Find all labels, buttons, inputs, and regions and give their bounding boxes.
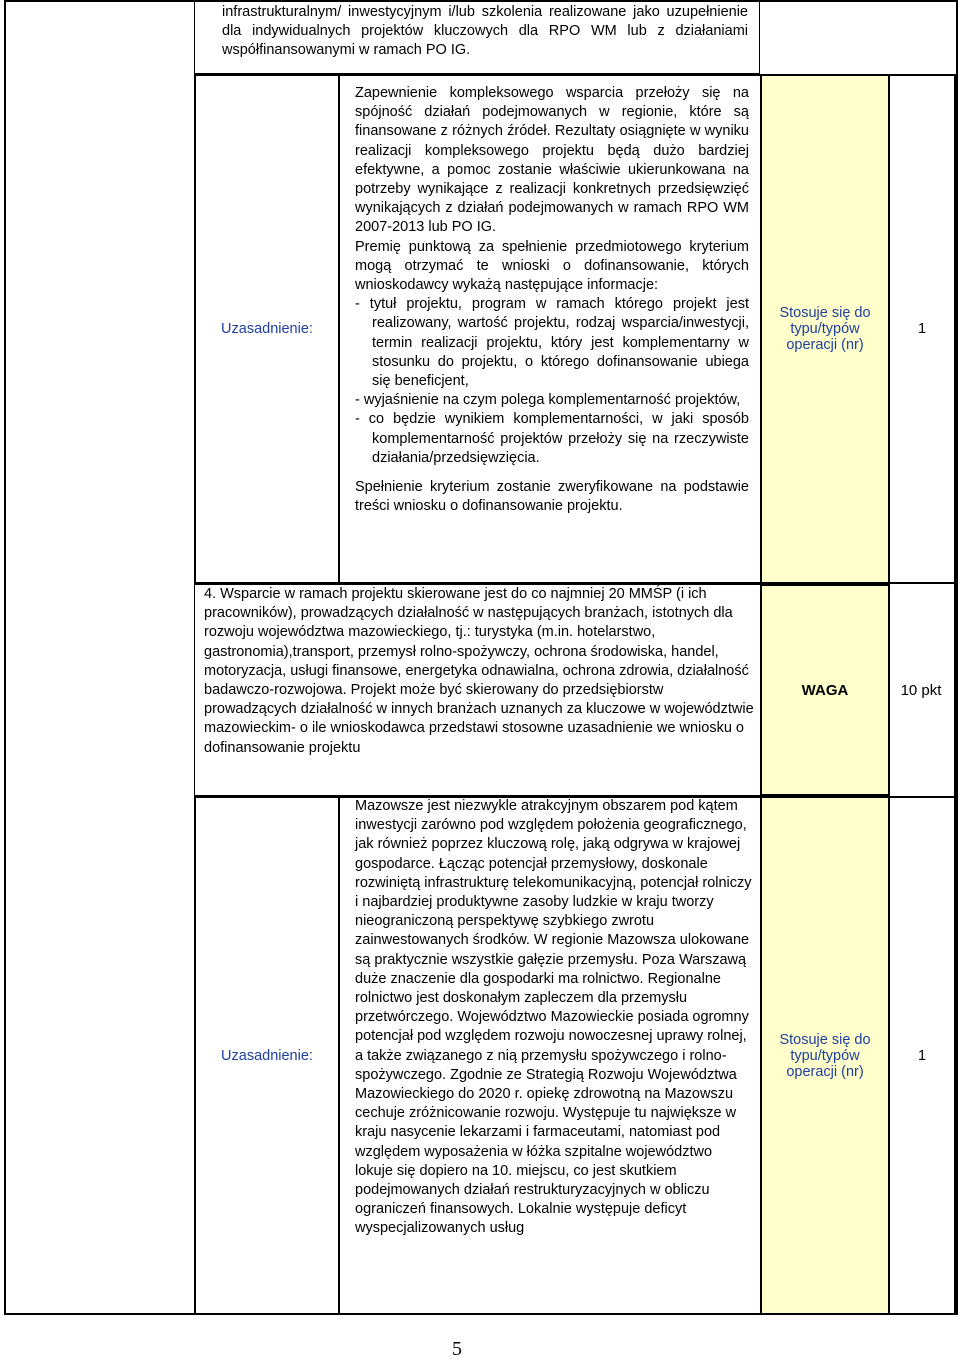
top-text: infrastrukturalnym/ inwestycyjnym i/lub szkolenia realizowane jako uzupełnienie dla indywidualnych projektów kluczowych dla RPO WM lub z działaniami współfinansowanymi w ramach PO IG. [222,4,748,59]
section2-number: 1 [917,1047,927,1064]
criterion4-text: 4. Wsparcie w ramach projektu skierowane jest do co najmniej 20 MMŚP (i ich pracowników), prowadzących działalność w następujących branżach, istotnych dla rozwoju województwa mazowieckiego, tj.: turystyka (m.in. hotelarstwo, gastronomia),transport, przemysł rolno-spożywczy, ochrona środowiska, handel, motoryzacja, usługi finansowe, energetyka odnawialna, ochrona zdrowia, działalność badawczo-rozwojowa. Projekt może być skierowany do przedsiębiorstw prowadzących działalność w innych branżach uznanych za kluczowe w województwie mazowieckim- o ile wnioskodawca przedstawi stosowne uzasadnienie we wniosku o dofinansowanie projektu [204,586,754,756]
section1-bullet-1: - tytuł projektu, program w ramach którego projekt jest realizowany, wartość projektu, rodzaj wsparcia/inwestycji, termin realizacji projektu, który jest komplementarny w stosunku do projektu, o którego dofinansowanie ubiega się beneficjent, [355,296,749,390]
section2-label-cell [194,796,340,1315]
section2-label: Uzasadnienie: [221,1047,313,1064]
points-value: 10 pkt [900,681,942,699]
section2-body: Mazowsze jest niezwykle atrakcyjnym obszarem pod kątem inwestycji zarówno pod względem położenia geograficznego, jak również poprzez kluczową rolę, jaką odgrywa w krajowej gospodarce. Łącząc potencjał przemysłowy, doskonale rozwiniętą infrastrukturę telekomunikacyjną, potencjał rolniczy i najbardziej produktywne zasoby ludzkie w kraju tworzy nieograniczoną perspektywę szybkiego zwrotu zainwestowanych środków. W regionie Mazowsza ulokowane są praktycznie wszystkie gałęzie przemysłu. Poza Warszawą duże znaczenie dla gospodarki ma rolnictwo. Regionalne rolnictwo jest doskonałym zapleczem dla przemysłu przetwórczego. Województwo Mazowieckie posiada ogromny potencjał pod względem rozwoju nowoczesnej uprawy rolnej, a także związanego z nią przemysłu spożywczego i rolno-spożywczego. Zgodnie ze Strategią Rozwoju Województwa Mazowieckiego do 2020 r. opiekę zdrowotną na Mazowszu cechuje zróżnicowanie rozwoju. Występuje tu największe w kraju nasycenie lekarzami i farmaceutami, natomiast pod względem wyposażenia w łóżka szpitalne województwo lokuje się dopiero na 10. miejscu, co jest skutkiem podejmowanych działań restrukturyzacyjnych w obliczu ograniczeń finansowych. Lokalnie występuje deficyt wyspecjalizowanych usług [355,798,752,1237]
section2-applies-text: Stosuje się do typu/typów operacji (nr) [779,1031,871,1080]
section1-number: 1 [917,321,927,337]
section1-label-cell [194,74,340,584]
section2-applies-cell [760,796,890,1315]
section1-paragraph-3: Spełnienie kryterium zostanie zweryfikowane na podstawie treści wniosku o dofinansowanie projektu. [355,479,749,515]
section1-label: Uzasadnienie: [221,321,313,337]
section1-bullet-3: - co będzie wynikiem komplementarności, w jaki sposób komplementarność projektów przełoży się na rzeczywiste działania/przedsięwzięcia. [355,411,749,466]
section1-paragraph-1: Zapewnienie kompleksowego wsparcia przełoży się na spójność działań podejmowanych w regionie, które są finansowane z różnych źródeł. Rezultaty osiągnięte w wyniku realizacji kompleksowego projektu będą dużo bardziej efektywne, a pomoc zostanie właściwie ukierunkowana na potrzeby wynikające z realizacji konkretnych przedsięwzięć wynikających z działań podejmowanych w ramach RPO WM 2007-2013 lub PO IG. [355,85,749,236]
waga-label: WAGA [801,681,849,699]
section1-body [355,84,749,516]
section1-paragraph-2: Premię punktową za spełnienie przedmiotowego kryterium mogą otrzymać te wnioski o dofinansowanie, których wnioskodawcy wykażą następujące informacje: [355,238,749,294]
page-number: 5 [452,1338,462,1360]
section2-number-cell [888,796,956,1315]
section1-number-cell [888,74,956,584]
section1-bullet-2: - wyjaśnienie na czym polega komplementarność projektów, [355,392,741,409]
section1-applies-text: Stosuje się do typu/typów operacji (nr) [779,305,871,353]
points-cell [888,584,956,796]
section1-applies-cell [760,74,890,584]
waga-cell [760,584,890,796]
